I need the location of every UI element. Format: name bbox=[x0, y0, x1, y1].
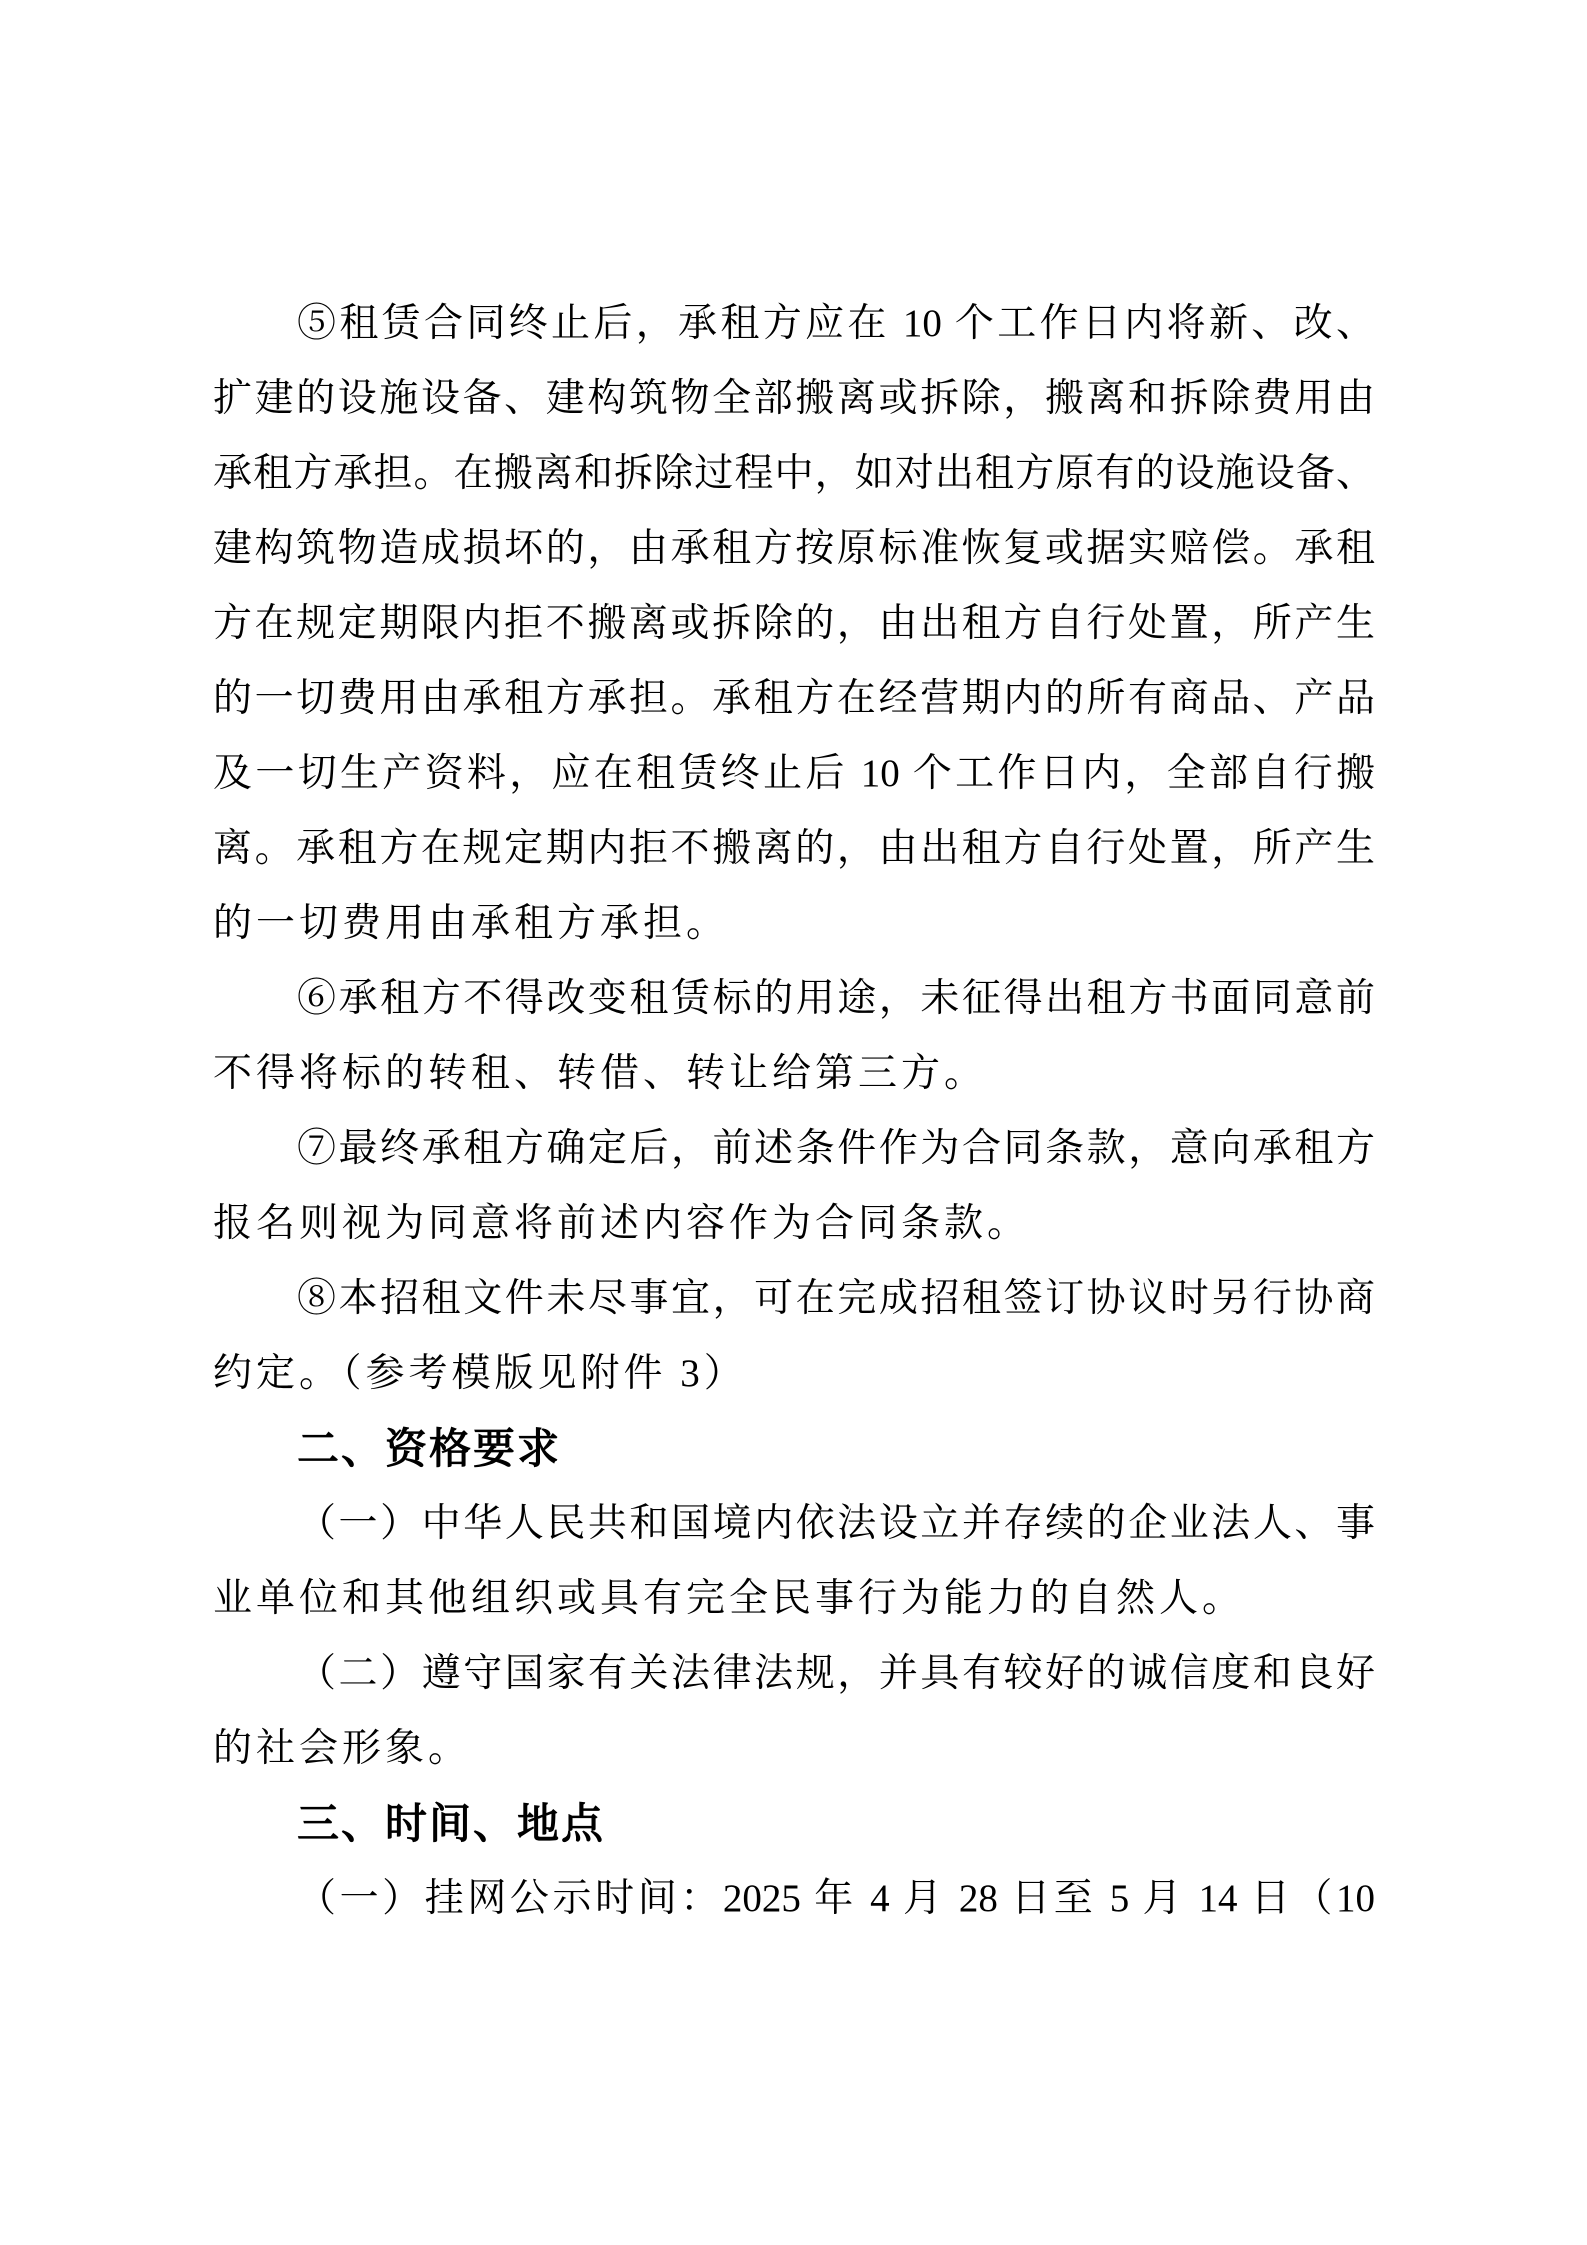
text-line: 方在规定期限内拒不搬离或拆除的，由出租方自行处置，所产生 bbox=[213, 602, 1375, 645]
text-line: 的社会形象。 bbox=[213, 1727, 472, 1770]
text-line: 建构筑物造成损坏的，由承租方按原标准恢复或据实赔偿。承租 bbox=[213, 527, 1375, 570]
text-line: （一）挂网公示时间：2025 年 4 月 28 日至 5 月 14 日（10 bbox=[297, 1877, 1375, 1920]
text-line: 的一切费用由承租方承担。承租方在经营期内的所有商品、产品 bbox=[213, 677, 1375, 720]
text-line: 业单位和其他组织或具有完全民事行为能力的自然人。 bbox=[213, 1577, 1246, 1620]
text-line: 的一切费用由承租方承担。 bbox=[213, 902, 730, 945]
section-heading: 二、资格要求 bbox=[297, 1425, 562, 1472]
text-line: ⑧本招租文件未尽事宜，可在完成招租签订协议时另行协商 bbox=[297, 1277, 1375, 1320]
text-line: （二）遵守国家有关法律法规，并具有较好的诚信度和良好 bbox=[297, 1652, 1375, 1695]
text-line: 约定。（参考模版见附件 3） bbox=[213, 1352, 747, 1395]
text-block bbox=[213, 286, 1375, 1936]
text-line: 扩建的设施设备、建构筑物全部搬离或拆除，搬离和拆除费用由 bbox=[213, 377, 1375, 420]
text-line: ⑥承租方不得改变租赁标的用途，未征得出租方书面同意前 bbox=[297, 977, 1375, 1020]
text-line: 不得将标的转租、转借、转让给第三方。 bbox=[213, 1052, 988, 1095]
text-line: 报名则视为同意将前述内容作为合同条款。 bbox=[213, 1202, 1031, 1245]
text-line: 离。承租方在规定期内拒不搬离的，由出租方自行处置，所产生 bbox=[213, 827, 1375, 870]
text-line: ⑦最终承租方确定后，前述条件作为合同条款，意向承租方 bbox=[297, 1127, 1375, 1170]
text-line: 及一切生产资料，应在租赁终止后 10 个工作日内，全部自行搬 bbox=[213, 752, 1375, 795]
text-line: （一）中华人民共和国境内依法设立并存续的企业法人、事 bbox=[297, 1502, 1375, 1545]
text-line: 承租方承担。在搬离和拆除过程中，如对出租方原有的设施设备、 bbox=[213, 452, 1375, 495]
text-line: ⑤租赁合同终止后，承租方应在 10 个工作日内将新、改、 bbox=[297, 302, 1375, 345]
section-heading: 三、时间、地点 bbox=[297, 1800, 606, 1847]
